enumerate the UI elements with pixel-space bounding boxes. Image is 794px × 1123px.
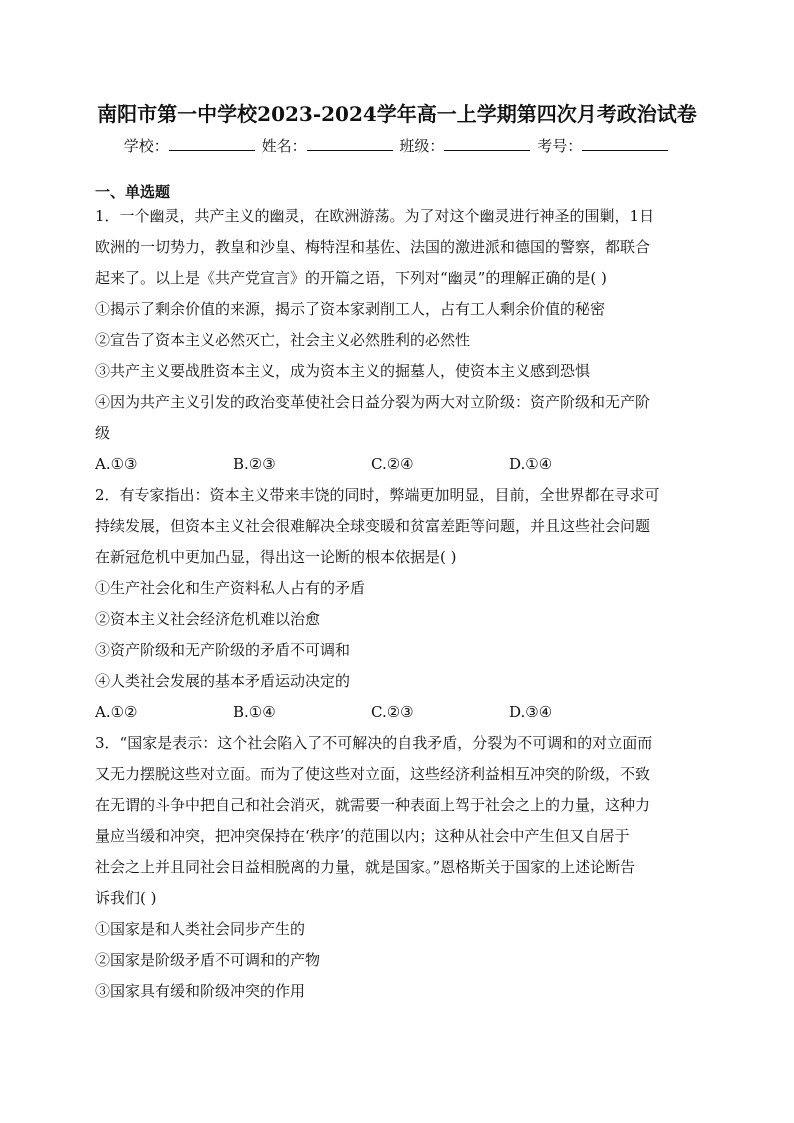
class-blank[interactable]	[444, 136, 530, 151]
q2-option-a[interactable]: A.①②	[95, 703, 138, 721]
q2-item: ④人类社会发展的基本矛盾运动决定的	[95, 672, 351, 690]
q1-item: 级	[95, 424, 111, 442]
q1-item: ②宣告了资本主义必然灭亡，社会主义必然胜利的必然性	[95, 331, 471, 349]
q2-option-b[interactable]: B.①④	[233, 703, 276, 721]
number-blank[interactable]	[582, 136, 668, 151]
q2-item: ②资本主义社会经济危机难以治愈	[95, 610, 321, 628]
class-label: 班级：	[399, 137, 445, 155]
q3-stem-line: 又无力摆脱这些对立面。而为了使这些对立面，这些经济利益相互冲突的阶级，不致	[95, 765, 651, 783]
q1-stem-line: 1．一个幽灵，共产主义的幽灵，在欧洲游荡。为了对这个幽灵进行神圣的围剿，1日	[95, 207, 655, 225]
q3-item: ②国家是阶级矛盾不可调和的产物	[95, 951, 321, 969]
q1-option-b[interactable]: B.②③	[233, 455, 276, 473]
number-label: 考号：	[537, 137, 583, 155]
name-label: 姓名：	[261, 137, 307, 155]
q1-stem-line: 欧洲的一切势力，教皇和沙皇、梅特涅和基佐、法国的激进派和德国的警察，都联合	[95, 238, 651, 256]
q1-item: ③共产主义要战胜资本主义，成为资本主义的掘墓人，使资本主义感到恐惧	[95, 362, 591, 380]
q2-stem-line: 2．有专家指出：资本主义带来丰饶的同时，弊端更加明显，目前，全世界都在寻求可	[95, 486, 660, 504]
q2-stem-line: 在新冠危机中更加凸显，得出这一论断的根本依据是( )	[95, 548, 457, 566]
q1-options	[95, 449, 700, 480]
q3-stem-line: 在无谓的斗争中把自己和社会消灭，就需要一种表面上驾于社会之上的力量，这种力	[95, 796, 651, 814]
q2-option-d[interactable]: D.③④	[509, 703, 553, 721]
exam-title: 南阳市第一中学校2023-2024学年高一上学期第四次月考政治试卷	[97, 102, 697, 126]
name-blank[interactable]	[307, 136, 393, 151]
q2-options	[95, 697, 700, 728]
q3-stem-line: 社会之上并且同社会日益相脱离的力量，就是国家。”恩格斯关于国家的上述论断告	[95, 858, 636, 876]
q2-option-c[interactable]: C.②③	[371, 703, 414, 721]
q3-item: ①国家是和人类社会同步产生的	[95, 920, 306, 938]
student-info-line	[0, 135, 794, 157]
section-heading: 一、单选题	[95, 183, 171, 201]
q1-option-c[interactable]: C.②④	[371, 455, 414, 473]
q1-option-a[interactable]: A.①③	[95, 455, 138, 473]
q2-item: ③资产阶级和无产阶级的矛盾不可调和	[95, 641, 351, 659]
q3-item: ③国家具有缓和阶级冲突的作用	[95, 982, 306, 1000]
school-blank[interactable]	[169, 136, 255, 151]
questions-body	[95, 201, 700, 1007]
q2-stem-line: 持续发展，但资本主义社会很难解决全球变暖和贫富差距等问题，并且这些社会问题	[95, 517, 651, 535]
q1-item: ①揭示了剩余价值的来源，揭示了资本家剥削工人，占有工人剩余价值的秘密	[95, 300, 606, 318]
school-label: 学校：	[123, 137, 169, 155]
q2-item: ①生产社会化和生产资料私人占有的矛盾	[95, 579, 366, 597]
q1-option-d[interactable]: D.①④	[509, 455, 553, 473]
q1-stem-line: 起来了。以上是《共产党宣言》的开篇之语，下列对“幽灵”的理解正确的是( )	[95, 269, 607, 287]
q3-stem-line: 3．“国家是表示：这个社会陷入了不可解决的自我矛盾，分裂为不可调和的对立面而	[95, 734, 653, 752]
q1-item: ④因为共产主义引发的政治变革使社会日益分裂为两大对立阶级：资产阶级和无产阶	[95, 393, 651, 411]
q3-stem-line: 量应当缓和冲突，把冲突保持在‘秩序’的范围以内；这种从社会中产生但又自居于	[95, 827, 630, 845]
q3-stem-line: 诉我们( )	[95, 889, 157, 907]
